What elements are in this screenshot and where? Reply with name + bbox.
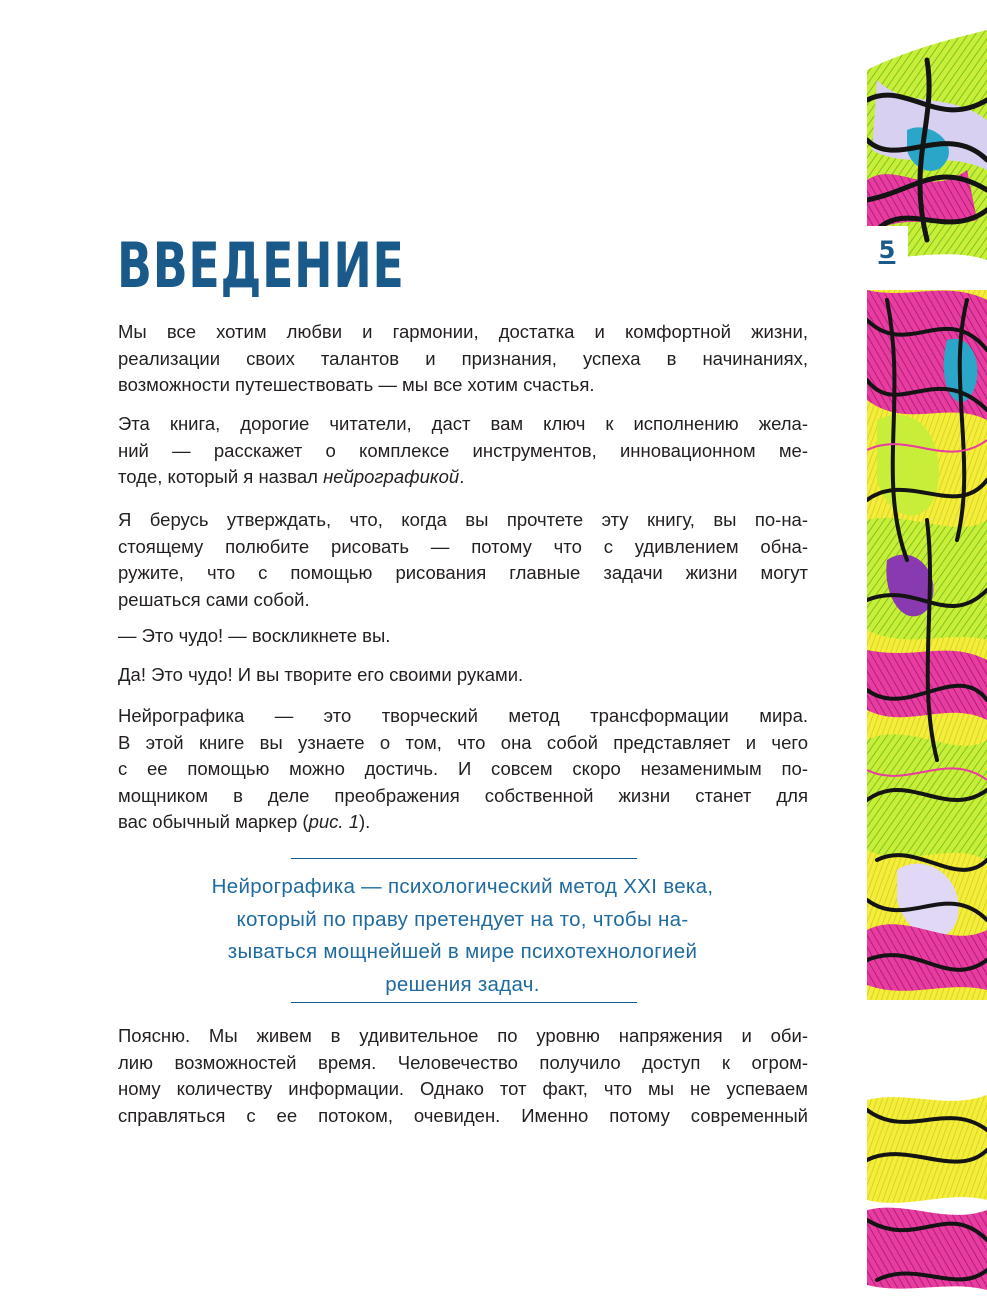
paragraph-6 (118, 703, 808, 836)
text-line: ний — расскажет о комплексе инструментов, инновационном ме- (118, 439, 808, 461)
figure-reference: рис. 1 (308, 811, 359, 833)
paragraph-5 (118, 662, 808, 689)
paragraph-3 (118, 507, 808, 613)
text-line: решаться сами собой. (118, 588, 310, 610)
quote-top-rule (291, 858, 637, 859)
text-fragment: вас обычный маркер ( (118, 811, 309, 833)
paragraph-4 (118, 623, 808, 650)
neurographic-art-strip (867, 0, 987, 1300)
text-line: Эта книга, дорогие читатели, даст вам ключ к исполнению жела- (118, 413, 808, 434)
quote-bottom-rule (291, 1002, 637, 1003)
text-line: Я берусь утверждать, что, когда вы прочтете эту книгу, вы по-на- (118, 509, 808, 530)
quote-line: зываться мощнейшей в мире психотехнологией (227, 940, 698, 963)
italic-term: нейрографикой (323, 466, 460, 488)
text-fragment: ). (359, 811, 371, 833)
text-line: возможности путешествовать — мы все хотим счастья. (118, 374, 595, 396)
pull-quote (170, 871, 755, 1001)
text-line (118, 809, 808, 836)
paragraph-7 (118, 1023, 808, 1129)
text-line: Поясню. Мы живем в удивительное по уровню напряжения и оби- (118, 1025, 808, 1046)
text-fragment: тоде, который я назвал (118, 466, 324, 488)
quote-line: решения задач. (385, 972, 540, 996)
paragraph-1 (118, 319, 808, 399)
text-line: В этой книге вы узнаете о том, что она собой представляет и чего (118, 731, 808, 753)
text-line: реализации своих талантов и признания, успеха в начинаниях, (118, 347, 808, 369)
text-line: с ее помощью можно достичь. И совсем скоро незаменимым по- (118, 758, 808, 780)
text-line: справляться с ее потоком, очевиден. Именно потому современный (118, 1104, 808, 1126)
text-line: Нейрографика — это творческий метод трансформации мира. (118, 705, 808, 726)
paragraph-2 (118, 411, 808, 491)
page-number: 5 (878, 236, 896, 264)
text-line: стоящему полюбите рисовать — потому что с удивлением обна- (118, 535, 808, 557)
quote-line: который по праву претендует на то, чтобы на- (236, 907, 689, 931)
text-line: ружите, что с помощью рисования главные задачи жизни могут (118, 562, 808, 584)
text-line: лию возможностей время. Человечество получило доступ к огром- (118, 1051, 808, 1073)
chapter-heading: ВВЕДЕНИЕ (117, 229, 405, 302)
text-line (118, 464, 808, 491)
text-line: мощником в деле преображения собственной жизни станет для (118, 784, 808, 806)
text-fragment: . (459, 466, 465, 488)
quote-line: Нейрографика — психологический метод XXI века, (211, 875, 714, 898)
text-line: Да! Это чудо! И вы творите его своими руками. (118, 664, 524, 685)
text-line: ному количеству информации. Однако тот факт, что мы не успеваем (118, 1078, 808, 1100)
text-line: — Это чудо! — воскликнете вы. (118, 625, 391, 646)
text-line: Мы все хотим любви и гармонии, достатка и комфортной жизни, (118, 321, 808, 342)
